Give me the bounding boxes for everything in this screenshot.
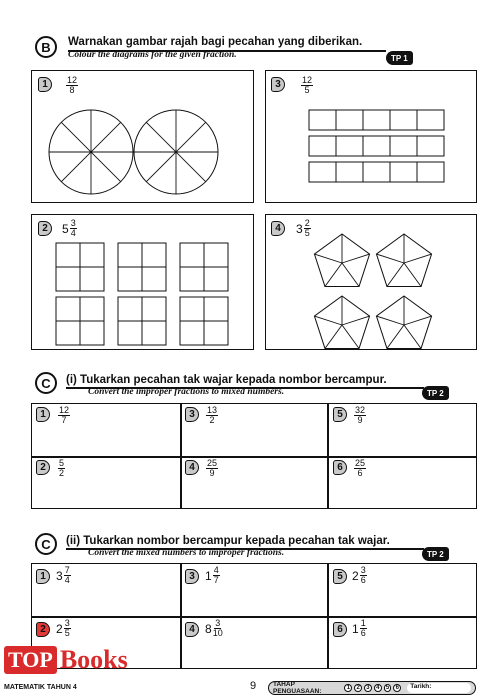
pentagon-shape xyxy=(376,296,431,348)
pentagon-diagrams[interactable] xyxy=(308,225,438,349)
circle-shape xyxy=(134,110,218,194)
square-diagrams[interactable] xyxy=(54,241,234,347)
pentagon-shape xyxy=(314,296,369,348)
answer-cell[interactable] xyxy=(36,622,50,637)
square-shape xyxy=(118,297,166,345)
pentagon-shape xyxy=(376,234,431,286)
square-shape xyxy=(56,297,104,345)
answer-cell[interactable] xyxy=(36,569,50,584)
mixed-number-label: 3 $\frac{2}{5}$ xyxy=(296,218,310,238)
pentagon-shape xyxy=(314,234,369,286)
question-number: 4 xyxy=(271,221,285,236)
answer-cell[interactable] xyxy=(36,460,50,475)
fraction-label: $\frac{5}{2}$ xyxy=(59,458,65,478)
question-number: 4 xyxy=(185,460,199,475)
circle-shape xyxy=(49,110,133,194)
grid-divider xyxy=(31,456,477,458)
question-number: 3 xyxy=(185,569,199,584)
question-number: 5 xyxy=(333,569,347,584)
mixed-number-label: 2 $\frac{3}{6}$ xyxy=(352,565,366,585)
answer-cell[interactable] xyxy=(185,622,199,637)
tp-badge: TP 2 xyxy=(422,547,449,561)
fraction-label: $\frac{32}{9}$ xyxy=(355,405,366,425)
question-number: 2 xyxy=(36,622,50,637)
level-circle[interactable]: 1 xyxy=(344,684,352,692)
question-number: 1 xyxy=(38,77,52,92)
bar-shape xyxy=(309,110,444,130)
level-circle[interactable]: 5 xyxy=(384,684,392,692)
fraction-label: $\frac{12}{7}$ xyxy=(59,405,70,425)
answer-cell[interactable] xyxy=(333,569,347,584)
section-c2-badge: C xyxy=(35,533,57,555)
mixed-number-label: 5 $\frac{3}{4}$ xyxy=(62,218,76,238)
question-number: 1 xyxy=(36,569,50,584)
fraction-label: $\frac{12}{5}$ xyxy=(302,75,313,95)
section-c1-badge: C xyxy=(35,372,57,394)
question-number: 3 xyxy=(185,407,199,422)
tahap-penguasaan-bar xyxy=(268,681,476,695)
topbooks-watermark xyxy=(4,644,128,676)
section-b-badge: B xyxy=(35,36,57,58)
answer-cell[interactable] xyxy=(333,622,347,637)
fraction-label: $\frac{12}{8}$ xyxy=(67,75,78,95)
square-shape xyxy=(56,243,104,291)
grid-divider xyxy=(31,616,477,618)
question-box-b4 xyxy=(265,214,477,350)
square-shape xyxy=(180,297,228,345)
answer-cell[interactable] xyxy=(333,460,347,475)
section-c2-subtitle: Convert the mixed numbers to improper fractions. xyxy=(88,548,285,558)
answer-cell[interactable] xyxy=(185,460,199,475)
level-circle[interactable]: 4 xyxy=(374,684,382,692)
section-c1-title: (i) Tukarkan pecahan tak wajar kepada nombor bercampur. xyxy=(66,374,387,386)
watermark-part2: Books xyxy=(59,645,128,674)
level-circle[interactable]: 3 xyxy=(364,684,372,692)
level-circle[interactable]: 6 xyxy=(393,684,401,692)
bar-shape xyxy=(309,136,444,156)
question-number: 3 xyxy=(271,77,285,92)
tarikh-field[interactable]: Tarikh: xyxy=(407,683,471,693)
section-c1-subtitle: Convert the improper fractions to mixed numbers. xyxy=(88,387,285,397)
level-circle[interactable]: 2 xyxy=(354,684,362,692)
tahap-label: TAHAP PENGUASAAN: xyxy=(273,681,322,695)
mixed-number-label: 1 $\frac{4}{7}$ xyxy=(205,565,219,585)
square-shape xyxy=(180,243,228,291)
question-box-b3 xyxy=(265,70,477,203)
fraction-label: $\frac{25}{6}$ xyxy=(355,458,366,478)
mixed-number-label: 2 $\frac{3}{5}$ xyxy=(56,618,70,638)
question-number: 6 xyxy=(333,622,347,637)
question-number: 2 xyxy=(36,460,50,475)
section-b-title: Warnakan gambar rajah bagi pecahan yang diberikan. xyxy=(68,36,363,48)
footer-subject: MATEMATIK TAHUN 4 xyxy=(4,684,77,691)
question-number: 2 xyxy=(38,221,52,236)
watermark-part1: TOP xyxy=(4,646,57,674)
question-number: 4 xyxy=(185,622,199,637)
question-number: 1 xyxy=(36,407,50,422)
question-box-b2 xyxy=(31,214,254,350)
bar-shape xyxy=(309,162,444,182)
answer-cell[interactable] xyxy=(185,569,199,584)
tp-badge: TP 2 xyxy=(422,386,449,400)
page-number: 9 xyxy=(250,680,257,692)
mixed-number-label: 3 $\frac{7}{4}$ xyxy=(56,565,70,585)
fraction-label: $\frac{25}{9}$ xyxy=(207,458,218,478)
square-shape xyxy=(118,243,166,291)
question-number: 5 xyxy=(333,407,347,422)
answer-cell[interactable] xyxy=(185,407,199,422)
tp-badge: TP 1 xyxy=(386,51,413,65)
mixed-number-label: 8 $\frac{3}{10}$ xyxy=(205,618,223,638)
circle-diagrams[interactable] xyxy=(48,108,238,196)
section-c2-title: (ii) Tukarkan nombor bercampur kepada pecahan tak wajar. xyxy=(66,535,390,547)
fraction-label: $\frac{13}{2}$ xyxy=(207,405,218,425)
section-b-subtitle: Colour the diagrams for the given fraction. xyxy=(68,50,237,60)
question-box-b1 xyxy=(31,70,254,203)
bar-diagrams[interactable] xyxy=(308,108,448,188)
mixed-number-label: 1 $\frac{1}{6}$ xyxy=(352,618,366,638)
answer-cell[interactable] xyxy=(333,407,347,422)
question-number: 6 xyxy=(333,460,347,475)
answer-cell[interactable] xyxy=(36,407,50,422)
